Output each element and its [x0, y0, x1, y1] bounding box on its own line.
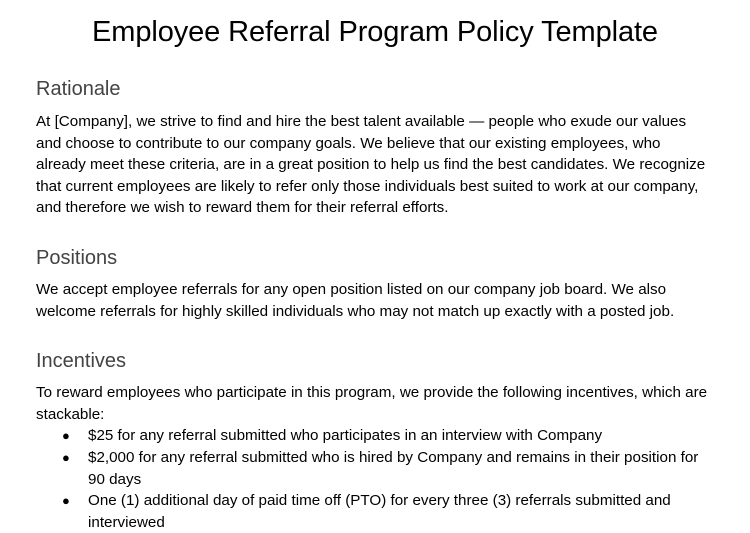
- positions-paragraph: We accept employee referrals for any open position listed on our company job board. We also welcome referrals for highly skilled individuals who may not match up exactly with a posted job.: [36, 280, 675, 320]
- bullet-icon: ●: [62, 449, 70, 465]
- bullet-icon: ●: [62, 428, 70, 444]
- rationale-heading: Rationale: [36, 78, 121, 100]
- rationale-paragraph: At [Company], we strive to find and hire the best talent available — people who exude our values and choose to contribute to our company goals. We believe that our existing employees, who already meet these criteria, are in a great position to help us find the best candidates. We recognize that current employees are likely to refer only those individuals best suited to work at our company, and therefore we wish to reward them for their referral efforts.: [36, 113, 706, 217]
- incentives-list: [36, 425, 714, 533]
- list-item-text: $2,000 for any referral submitted who is hired by Company and remains in their position for 90 days: [88, 448, 699, 488]
- list-item-text: One (1) additional day of paid time off (PTO) for every three (3) referrals submitted and interviewed: [88, 492, 671, 531]
- list-item: [36, 425, 714, 447]
- document-title: Employee Referral Program Policy Template: [92, 16, 658, 48]
- incentives-paragraph: To reward employees who participate in this program, we provide the following incentives, which are stackable:: [36, 384, 708, 423]
- positions-heading: Positions: [36, 246, 118, 269]
- list-item-text: $25 for any referral submitted who participates in an interview with Company: [88, 427, 603, 445]
- list-item: [36, 490, 714, 533]
- list-item: [36, 447, 714, 490]
- incentives-heading: Incentives: [36, 350, 127, 373]
- bullet-icon: ●: [62, 493, 70, 509]
